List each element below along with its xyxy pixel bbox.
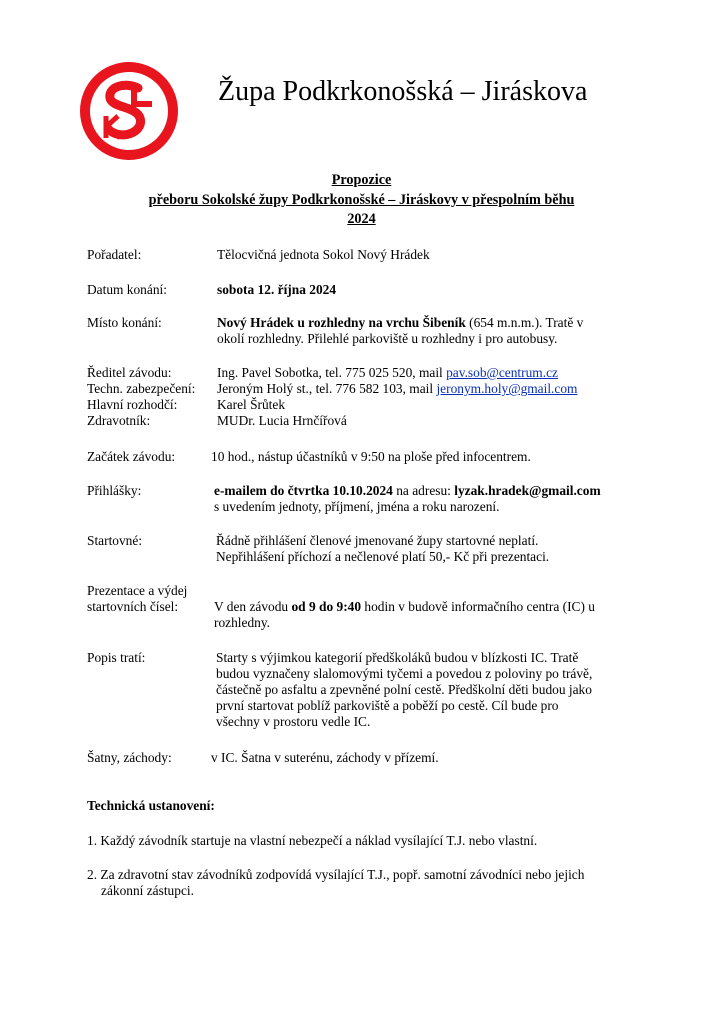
technical-item-1: 1. Každý závodník startuje na vlastní nebezpečí a náklad vysílající T.J. nebo vlastní.	[87, 833, 538, 848]
medic-value: MUDr. Lucia Hrnčířová	[217, 413, 347, 428]
applications-line1	[214, 483, 601, 499]
applications-line2: s uvedením jednoty, příjmení, jména a roku narození.	[214, 499, 500, 514]
registration-line2: rozhledny.	[214, 615, 271, 630]
facilities-label: Šatny, záchody:	[87, 750, 172, 765]
organization-title: Župa Podkrkonošská – Jiráskova	[218, 76, 588, 107]
start-value: 10 hod., nástup účastníků v 9:50 na ploše před infocentrem.	[211, 449, 531, 464]
technical-item-2: 2. Za zdravotní stav závodníků zodpovídá vysílající T.J., popř. samotní závodníci nebo jejich	[87, 867, 585, 882]
venue-place: Nový Hrádek u rozhledny na vrchu Šibeník	[217, 315, 466, 330]
director-text: Ing. Pavel Sobotka, tel. 775 025 520, mail	[217, 365, 447, 380]
applications-label: Přihlášky:	[87, 483, 142, 498]
registration-line1	[214, 599, 595, 615]
director-label: Ředitel závodu:	[87, 365, 172, 380]
doc-title-year: 2024	[347, 211, 376, 227]
registration-time: od 9 do 9:40	[291, 599, 362, 614]
facilities-value: v IC. Šatna v suterénu, záchody v přízemí.	[211, 750, 439, 765]
sokol-logo-icon	[78, 60, 180, 162]
tech-email-link[interactable]: jeronym.holy@gmail.com	[436, 381, 578, 396]
applications-mid: na adresu:	[392, 483, 455, 498]
applications-email: lyzak.hradek@gmail.com	[454, 483, 601, 498]
organizer-label: Pořadatel:	[87, 247, 142, 262]
doc-title-propozice: Propozice	[331, 172, 392, 188]
registration-label-2: startovních čísel:	[87, 599, 179, 614]
registration-pre: V den závodu	[214, 599, 292, 614]
doc-title-event: přeboru Sokolské župy Podkrkonošské – Jiráskovy v přespolním běhu	[148, 192, 575, 208]
venue-altitude: (654 m.n.m.). Tratě v	[465, 315, 584, 330]
venue-line1	[217, 315, 583, 331]
tracks-line: první startovat poblíž parkoviště a poběží po cestě. Cíl bude pro	[216, 698, 559, 713]
tracks-line: budou vyznačeny slalomovými tyčemi a povedou z poloviny po trávě,	[216, 666, 593, 681]
registration-label-1: Prezentace a výdej	[87, 583, 188, 598]
tracks-line: Starty s výjimkou kategorií předškoláků budou v blízkosti IC. Tratě	[216, 650, 579, 665]
applications-deadline: e-mailem do čtvrtka 10.10.2024	[214, 483, 393, 498]
sokol-logo	[78, 60, 180, 162]
date-value: sobota 12. října 2024	[217, 282, 337, 297]
referee-value: Karel Šrůtek	[217, 397, 286, 412]
tech-label: Techn. zabezpečení:	[87, 381, 196, 396]
registration-post: hodin v budově informačního centra (IC) u	[361, 599, 595, 614]
fee-label: Startovné:	[87, 533, 143, 548]
tech-text: Jeroným Holý st., tel. 776 582 103, mail	[217, 381, 437, 396]
technical-heading: Technická ustanovení:	[87, 798, 215, 813]
start-label: Začátek závodu:	[87, 449, 176, 464]
organizer-value: Tělocvičná jednota Sokol Nový Hrádek	[217, 247, 430, 262]
technical-item-2-cont: zákonní zástupci.	[101, 883, 194, 898]
tracks-line: částečně po asfaltu a zpevněné polní cestě. Předškolní děti budou jako	[216, 682, 592, 697]
date-label: Datum konání:	[87, 282, 167, 297]
venue-label: Místo konání:	[87, 315, 162, 330]
director-value	[217, 365, 558, 381]
tracks-line: všechny v prostoru vedle IC.	[216, 714, 371, 729]
director-email-link[interactable]: pav.sob@centrum.cz	[446, 365, 558, 380]
tech-value	[217, 381, 577, 397]
tracks-label: Popis tratí:	[87, 650, 146, 665]
venue-line2: okolí rozhledny. Přilehlé parkoviště u rozhledny i pro autobusy.	[217, 331, 558, 346]
fee-line2: Nepřihlášení příchozí a nečlenové platí 50,- Kč při prezentaci.	[216, 549, 550, 564]
referee-label: Hlavní rozhodčí:	[87, 397, 178, 412]
fee-line1: Řádně přihlášení členové jmenované župy startovné neplatí.	[216, 533, 539, 548]
medic-label: Zdravotník:	[87, 413, 151, 428]
